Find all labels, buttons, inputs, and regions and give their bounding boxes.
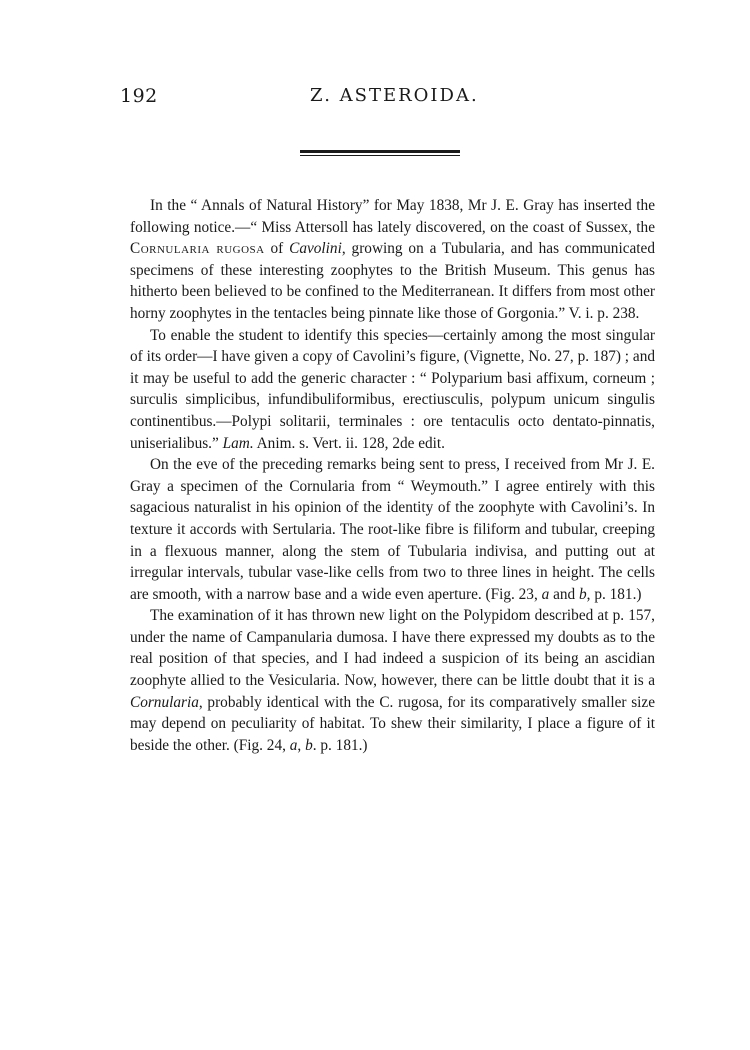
- text-run: To enable the student to identify this species—certainly among the most singular of its order—I have given a copy of Cavolini’s figure, (Vignette, No. 27, p. 187) ; and it may be useful to add the generic character : “ Polyparium basi affixum, corneum ; surculis simplicibus, infundibuliformibus, erectiusculis, polypum unicum singulis continentibus.—Polypi solitarii, terminales : ore tentaculis octo dentato-pinnatis, uniserialibus.”: [130, 326, 655, 452]
- text-run: of: [264, 240, 290, 258]
- text-run: ,: [297, 736, 306, 754]
- text-run: , growing on a Tubularia, and has communicated specimens of these interesting zoophytes to the British Museum. This genus has hitherto been believed to be confined to the Mediterranean. It differs from most other horny zoophytes in the tentacles being pinnate like those of Gorgonia.” V. i. p. 238.: [130, 240, 655, 322]
- italic-text: b: [305, 736, 313, 754]
- paragraph: [130, 454, 655, 605]
- italic-text: Cavolini: [289, 240, 342, 258]
- text-run: . p. 181.): [312, 736, 368, 754]
- header-rule: [300, 150, 460, 156]
- running-head: Z. ASTEROIDA.: [310, 85, 479, 106]
- text-run: , probably identical with the C. rugosa, for its comparatively smaller size may depend on peculiarity of habitat. To shew their similarity, I place a figure of it beside the other. (Fig. 24,: [130, 693, 655, 754]
- italic-text: a: [289, 736, 298, 754]
- text-run: In the “ Annals of Natural History” for May 1838, Mr J. E. Gray has inserted the following notice.—“ Miss Attersoll has lately discovered, on the coast of Sussex, the: [130, 197, 655, 236]
- small-caps-text: Cornularia rugosa: [130, 240, 265, 258]
- italic-text: b: [579, 585, 587, 603]
- paragraph: [130, 195, 655, 325]
- italic-text: Cornularia: [130, 693, 199, 711]
- text-run: The examination of it has thrown new light on the Polypidom described at p. 157, under the name of Campanularia dumosa. I have there expressed my doubts as to the real position of that species, and I had indeed a suspicion of its being an ascidian zoophyte allied to the Vesicularia. Now, however, there can be little doubt that it is a: [130, 607, 655, 690]
- italic-text: Lam.: [222, 434, 254, 452]
- text-run: , p. 181.): [586, 585, 642, 603]
- paragraph: [130, 325, 655, 455]
- text-run: On the eve of the preceding remarks being sent to press, I received from Mr J. E. Gray a specimen of the Cornularia from “ Weymouth.” I agree entirely with this sagacious naturalist in his opinion of the identity of the zoophyte with Cavolini’s. In texture it accords with Sertularia. The root-like fibre is filiform and tubular, creeping in a flexuous manner, along the stem of Tubularia indivisa, and putting out at irregular intervals, tubular vase-like cells from two to three lines in height. The cells are smooth, with a narrow base and a wide even aperture. (Fig. 23,: [130, 456, 655, 603]
- text-run: and: [549, 585, 580, 603]
- italic-text: a: [541, 585, 550, 603]
- body-text: [130, 195, 655, 756]
- page-number: 192: [120, 85, 158, 107]
- text-run: Anim. s. Vert. ii. 128, 2de edit.: [253, 434, 446, 452]
- paragraph: [130, 605, 655, 756]
- page-header: [120, 85, 660, 115]
